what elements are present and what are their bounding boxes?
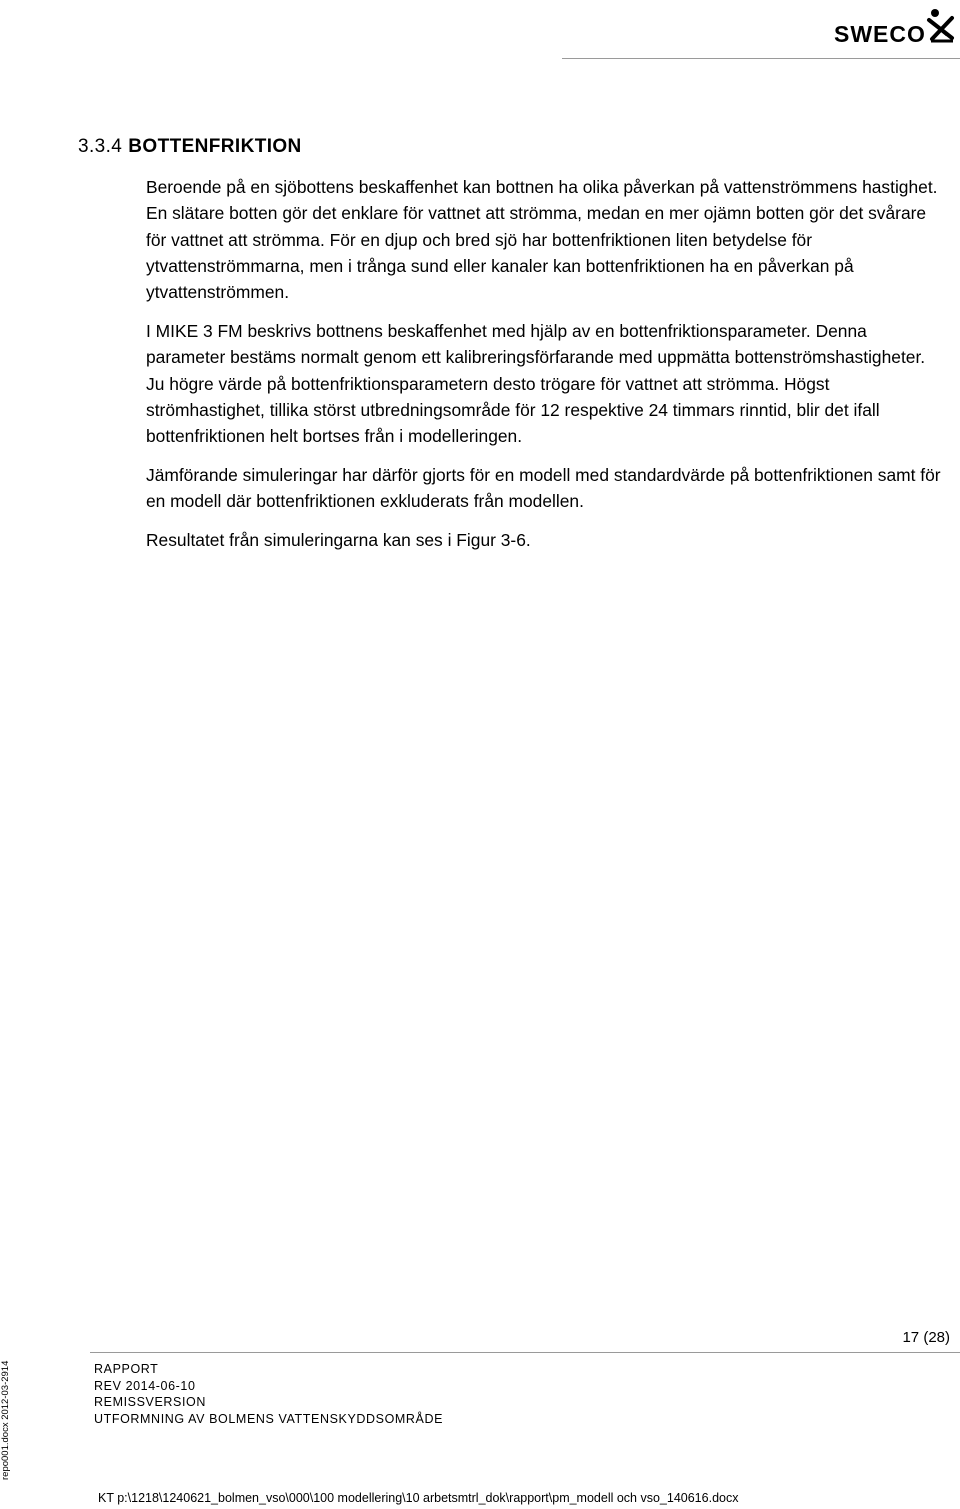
body-text	[146, 174, 946, 566]
logo-text: SWECO	[834, 21, 926, 47]
section-heading	[78, 136, 302, 158]
footer-info	[94, 1361, 443, 1427]
doc-type: RAPPORT	[94, 1362, 159, 1376]
paragraph: Jämförande simuleringar har därför gjorts för en modell med standardvärde på bottenfriktionen samt för en modell där bottenfriktionen exkluderats från modellen.	[146, 464, 941, 512]
page-number: 17 (28)	[902, 1329, 950, 1346]
file-path: KT p:\1218\1240621_bolmen_vso\000\100 modellering\10 arbetsmtrl_dok\rapport\pm_modell och vso_140616.docx	[98, 1491, 739, 1505]
paragraph: Beroende på en sjöbottens beskaffenhet kan bottnen ha olika påverkan på vattenströmmens hastighet. En slätare botten gör det enklare för vattnet att strömma, medan en mer ojämn botten gör det svårare för vattnet att strömma. För en djup och bred sjö har bottenfriktionen liten betydelse för ytvattenströmmarna, men i trånga sund eller kanaler kan bottenfriktionen ha en påverkan på ytvattenströmmen.	[146, 177, 938, 303]
section-number: 3.3.4	[78, 136, 123, 157]
doc-title: UTFORMNING AV BOLMENS VATTENSKYDDSOMRÅDE	[94, 1411, 444, 1426]
header-divider	[562, 58, 960, 59]
paragraph: I MIKE 3 FM beskrivs bottnens beskaffenhet med hjälp av en bottenfriktionsparameter. Denna parameter bestäms normalt genom ett kalibreringsförfarande med uppmätta bottenströmshastigheter. Ju högre värde på bottenfriktionsparametern desto trögare för vattnet att strömma. Högst strömhastighet, tillika störst utbredningsområde för 12 respektive 24 timmars rinntid, blir det ifall bottenfriktionen helt bortses från i modelleringen.	[146, 320, 926, 447]
template-id: repo001.docx 2012-03-2914	[0, 1360, 11, 1480]
revision: REV 2014-06-10	[94, 1378, 196, 1393]
version: REMISSVERSION	[94, 1395, 206, 1410]
section-title: BOTTENFRIKTION	[128, 136, 302, 157]
sweco-figure-icon	[926, 8, 956, 44]
sweco-logo	[834, 8, 958, 48]
footer-divider	[90, 1352, 960, 1353]
paragraph: Resultatet från simuleringarna kan ses i Figur 3-6.	[146, 530, 531, 551]
